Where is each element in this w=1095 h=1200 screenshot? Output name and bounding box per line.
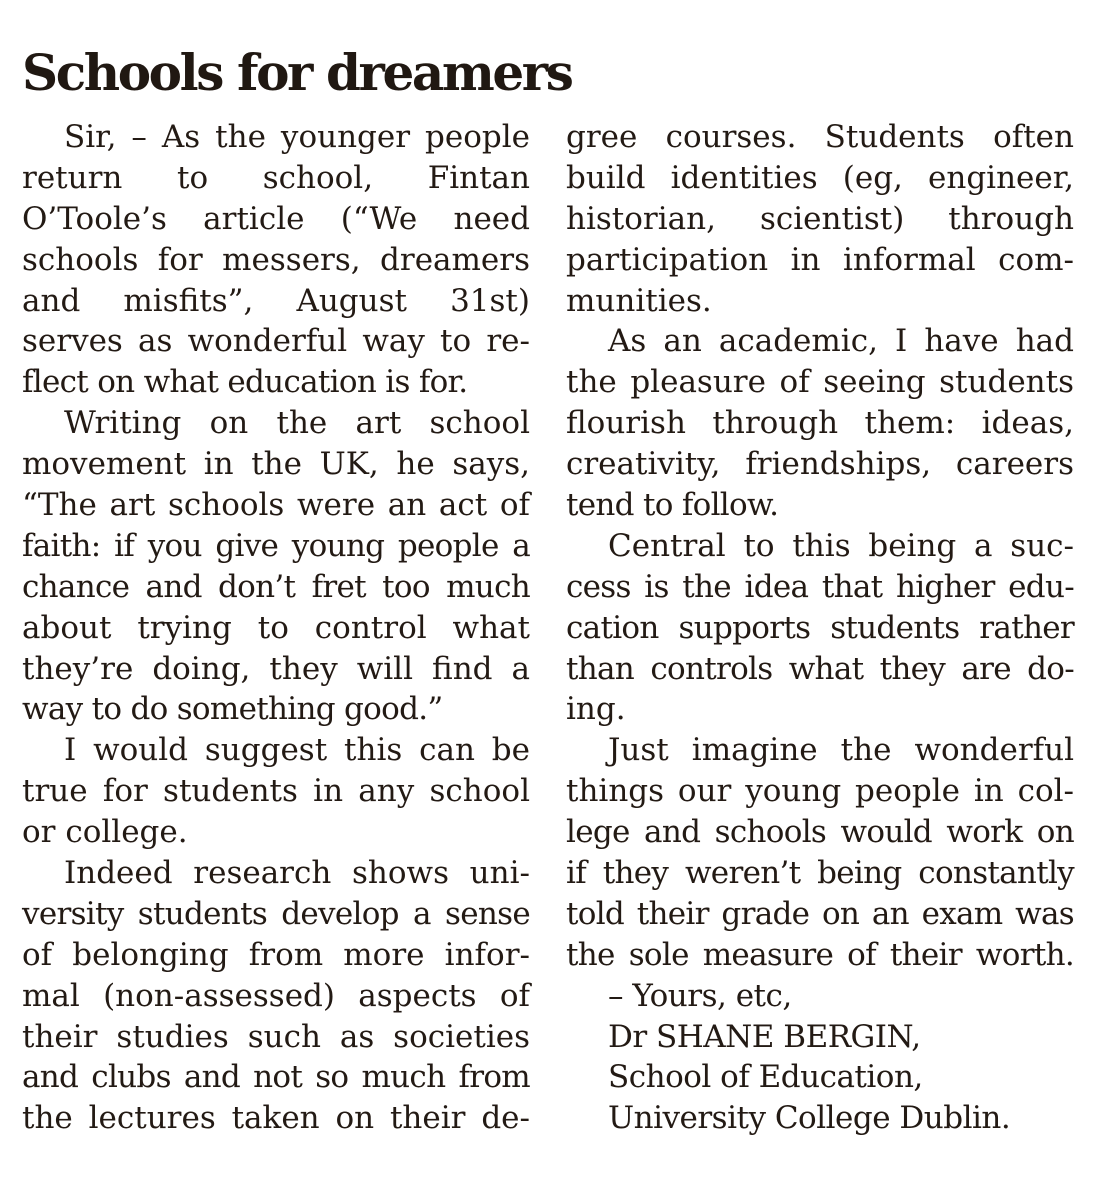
text-line: the sole measure of their worth. bbox=[566, 936, 1074, 973]
text-line: gree courses. Students often bbox=[566, 119, 1074, 155]
text-line: versity students develop a sense bbox=[22, 895, 530, 932]
text-line: and misfits”, August 31st) bbox=[22, 282, 530, 319]
headline: Schools for dreamers bbox=[22, 43, 572, 102]
text-line: cess is the idea that higher edu- bbox=[566, 568, 1074, 605]
text-line: the lectures taken on their de- bbox=[22, 1100, 530, 1137]
text-line: Writing on the art school bbox=[64, 405, 530, 442]
text-line: As an academic, I have had bbox=[608, 323, 1074, 360]
text-line: and clubs and not so much from bbox=[22, 1059, 530, 1096]
text-line: build identities (eg, engineer, bbox=[566, 159, 1074, 196]
text-line: their studies such as societies bbox=[22, 1018, 530, 1055]
text-line: told their grade on an exam was bbox=[566, 895, 1074, 932]
text-line: Just imagine the wonderful bbox=[608, 732, 1074, 769]
text-line: I would suggest this can be bbox=[64, 732, 530, 769]
text-line: ing. bbox=[566, 691, 626, 728]
text-line: true for students in any school bbox=[22, 773, 530, 810]
text-line: about trying to control what bbox=[22, 609, 530, 646]
text-line: participation in informal com- bbox=[566, 241, 1074, 278]
text-line: things our young people in col- bbox=[566, 773, 1074, 810]
right-column bbox=[566, 117, 1074, 1139]
text-line: lege and schools would work on bbox=[566, 814, 1074, 851]
signature-line: Dr SHANE BERGIN, bbox=[608, 1018, 921, 1055]
left-column bbox=[22, 117, 530, 1139]
signature-line: University College Dublin. bbox=[608, 1100, 1011, 1137]
text-line: creativity, friendships, careers bbox=[566, 446, 1074, 483]
text-line: flect on what education is for. bbox=[22, 364, 468, 401]
text-line: than controls what they are do- bbox=[566, 650, 1074, 687]
text-line: serves as wonderful way to re- bbox=[22, 323, 530, 360]
text-line: tend to follow. bbox=[566, 487, 779, 524]
text-line: Central to this being a suc- bbox=[608, 527, 1074, 564]
text-line: munities. bbox=[566, 282, 712, 319]
text-line: the pleasure of seeing students bbox=[566, 364, 1074, 401]
text-line: flourish through them: ideas, bbox=[566, 405, 1074, 442]
text-line: historian, scientist) through bbox=[566, 200, 1074, 237]
signoff-line: – Yours, etc, bbox=[608, 977, 792, 1014]
text-line: or college. bbox=[22, 814, 188, 851]
text-line: if they weren’t being constantly bbox=[566, 855, 1074, 892]
text-line: chance and don’t fret too much bbox=[22, 568, 530, 605]
text-line: cation supports students rather bbox=[566, 609, 1074, 646]
text-line: faith: if you give young people a bbox=[22, 527, 530, 564]
signature-line: School of Education, bbox=[608, 1059, 923, 1096]
text-line: of belonging from more infor- bbox=[22, 936, 530, 973]
text-line: they’re doing, they will find a bbox=[22, 650, 530, 687]
text-line: return to school, Fintan bbox=[22, 159, 530, 196]
text-line: Indeed research shows uni- bbox=[64, 855, 530, 892]
text-line: O’Toole’s article (“We need bbox=[22, 200, 530, 237]
text-line: “The art schools were an act of bbox=[22, 487, 530, 524]
text-line: movement in the UK, he says, bbox=[22, 446, 530, 483]
text-line: way to do something good.” bbox=[22, 691, 443, 728]
text-line: mal (non-assessed) aspects of bbox=[22, 977, 530, 1014]
text-line: Sir, – As the younger people bbox=[64, 119, 530, 155]
text-line: schools for messers, dreamers bbox=[22, 241, 530, 278]
